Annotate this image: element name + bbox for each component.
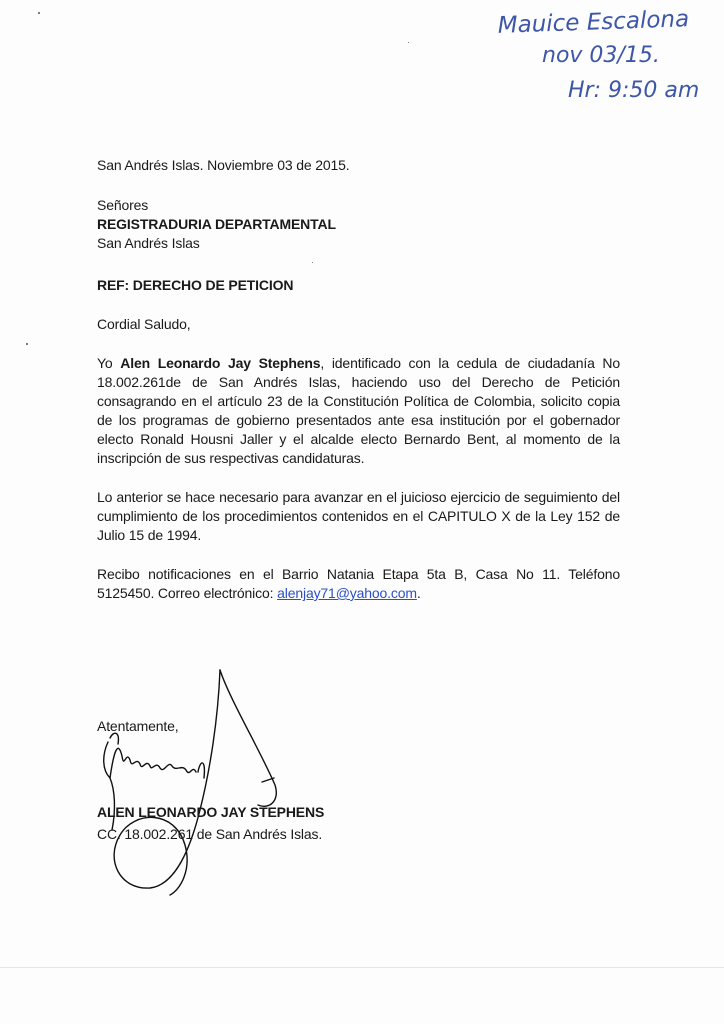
signatory-name: ALEN LEONARDO JAY STEPHENS (97, 804, 325, 820)
handwritten-name: Mauice Escalona (497, 6, 690, 39)
greeting: Cordial Saludo, (97, 316, 191, 332)
recipient-location: San Andrés Islas (97, 235, 200, 251)
petition-intro: Yo (97, 355, 121, 371)
contact-end-punct: . (416, 585, 421, 601)
justification-line: cumplimiento de los procedimientos contenidos en el CAPITULO X de la Ley 152 de (97, 508, 620, 524)
paragraph-contact (97, 565, 620, 603)
email-link[interactable]: alenjay71@yahoo.com (277, 585, 417, 601)
justification-line: Julio 15 de 1994. (97, 527, 202, 543)
letter-date: San Andrés Islas. Noviembre 03 de 2015. (97, 157, 350, 173)
scan-speck (408, 42, 409, 43)
contact-email-line (97, 584, 620, 603)
signatory-id: CC. 18.002.261 de San Andrés Islas. (97, 826, 323, 842)
petition-line: de los programas de gobierno presentados ante esa institución por el gobernador (97, 412, 620, 428)
author-name: Alen Leonardo Jay Stephens (120, 355, 321, 371)
paragraph-justification (97, 488, 620, 545)
justification-line: Lo anterior se hace necesario para avanzar en el juicioso ejercicio de seguimiento del (97, 489, 620, 505)
handwritten-time: Hr: 9:50 am (568, 78, 700, 103)
petition-line: , identificado con la cedula de ciudadanía No (320, 355, 621, 371)
contact-address-line: Recibo notificaciones en el Barrio Natania Etapa 5ta B, Casa No 11. Teléfono (97, 566, 620, 582)
contact-phone-text: 5125450. Correo electrónico: (97, 585, 278, 601)
petition-line: electo Ronald Housni Jaller y el alcalde electo Bernardo Bent, al momento de la (97, 431, 620, 447)
reference-line: REF: DERECHO DE PETICION (97, 277, 294, 293)
scan-speck (38, 12, 40, 14)
paragraph-petition (97, 354, 620, 468)
recipient-salutation: Señores (97, 197, 149, 213)
petition-line: inscripción de sus respectivas candidaturas. (97, 450, 365, 466)
scan-speck (26, 343, 28, 345)
petition-line: consagrando en el artículo 23 de la Constitución Política de Colombia, solicito copia (97, 393, 620, 409)
letter-body (97, 156, 620, 603)
handwritten-signature (80, 660, 310, 900)
petition-line: 18.002.261de de San Andrés Islas, haciendo uso del Derecho de Petición (97, 374, 620, 390)
closing-text: Atentamente, (97, 718, 179, 734)
handwritten-receipt-note (430, 0, 724, 120)
recipient-organization: REGISTRADURIA DEPARTAMENTAL (97, 216, 336, 232)
handwritten-date: nov 03/15. (542, 43, 660, 68)
paper-fold-line (0, 967, 724, 968)
